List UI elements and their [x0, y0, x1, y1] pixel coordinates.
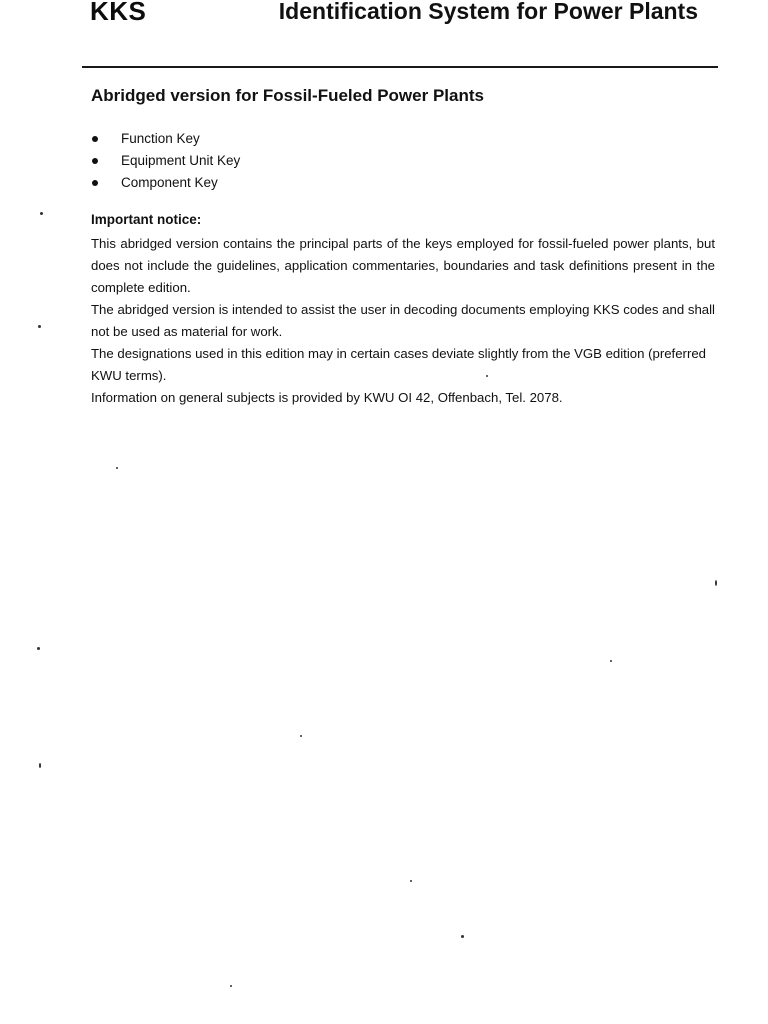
page-header — [90, 0, 720, 40]
key-list — [91, 128, 240, 194]
scan-speck — [40, 212, 43, 215]
notice-body — [91, 233, 715, 409]
scan-speck — [37, 647, 40, 650]
scan-speck — [486, 375, 488, 377]
notice-paragraph: The designations used in this edition may in certain cases deviate slightly from the VGB edition (preferred KWU terms). — [91, 346, 707, 383]
scan-speck — [116, 467, 118, 469]
key-list-item — [91, 172, 240, 194]
scan-speck — [38, 325, 41, 328]
scan-speck — [610, 660, 612, 662]
bullet-icon — [92, 136, 98, 142]
header-divider — [82, 66, 718, 68]
scan-speck — [461, 935, 464, 938]
bullet-icon — [92, 180, 98, 186]
key-list-label: Component Key — [121, 175, 218, 190]
document-subtitle: Abridged version for Fossil-Fueled Power Plants — [91, 86, 484, 105]
document-code: KKS — [90, 0, 147, 26]
bullet-icon — [92, 158, 98, 164]
key-list-label: Equipment Unit Key — [121, 153, 241, 168]
notice-paragraph: This abridged version contains the principal parts of the keys employed for fossil-fueled power plants, but does not include the guidelines, application commentaries, boundaries and task definitions present in the complete edition. — [91, 236, 715, 295]
scan-speck — [39, 763, 41, 768]
key-list-item — [91, 150, 240, 172]
notice-paragraph: Information on general subjects is provided by KWU OI 42, Offenbach, Tel. 2078. — [91, 390, 563, 405]
scan-speck — [715, 580, 717, 586]
key-list-label: Function Key — [121, 131, 200, 146]
notice-heading: Important notice: — [91, 212, 202, 227]
scan-speck — [410, 880, 412, 882]
scan-speck — [300, 735, 302, 737]
scan-speck — [230, 985, 232, 987]
key-list-item — [91, 128, 240, 150]
notice-paragraph: The abridged version is intended to assist the user in decoding documents employing KKS codes and shall not be used as material for work. — [91, 302, 715, 339]
document-title: Identification System for Power Plants — [278, 0, 698, 24]
